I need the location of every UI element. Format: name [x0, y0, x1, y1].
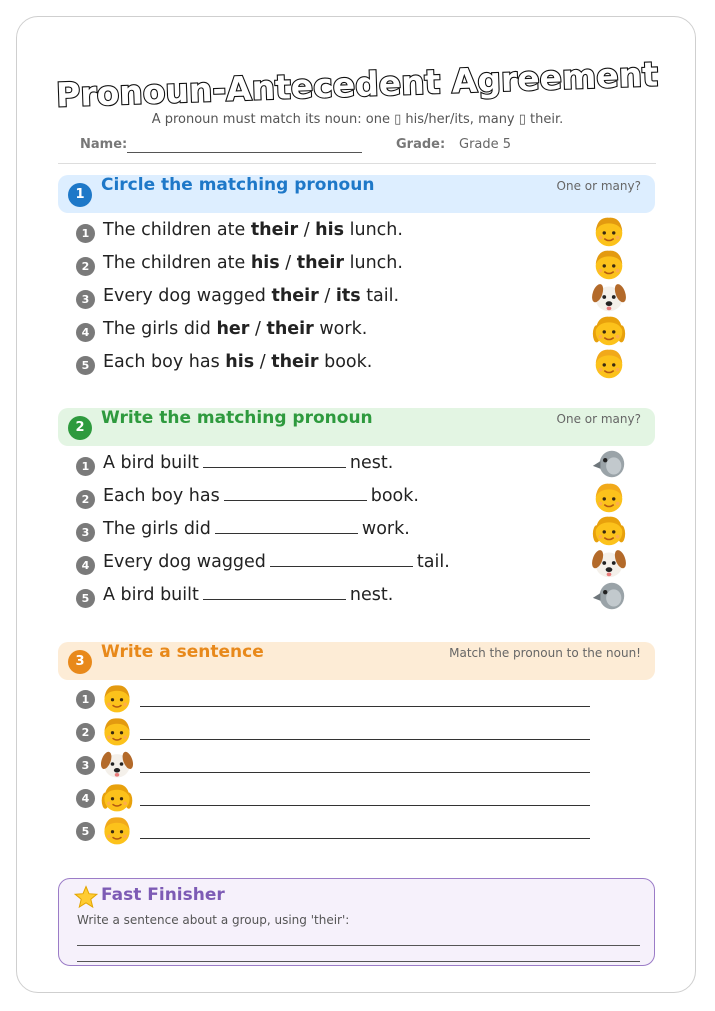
answer-line[interactable]	[140, 706, 590, 707]
section-number-badge: 1	[68, 183, 92, 207]
item-number: 3	[76, 290, 95, 309]
item-number: 4	[76, 556, 95, 575]
fast-finisher-title: Fast Finisher	[101, 885, 225, 905]
item-number: 2	[76, 723, 95, 742]
question-text: The girls did her / their work.	[103, 319, 368, 339]
pronoun-option[interactable]: his	[315, 220, 345, 240]
pronoun-option[interactable]: their	[250, 220, 299, 240]
star-icon	[74, 885, 98, 909]
item-number: 5	[76, 822, 95, 841]
section-hint: One or many?	[556, 412, 641, 426]
item-number: 1	[76, 457, 95, 476]
page-title-text: Pronoun-Antecedent Agreement	[55, 54, 659, 115]
section-3-header	[58, 642, 655, 680]
answer-blank[interactable]	[203, 453, 346, 468]
pronoun-option[interactable]: its	[335, 286, 361, 306]
item-number: 5	[76, 589, 95, 608]
item-number: 4	[76, 323, 95, 342]
pronoun-option[interactable]: their	[296, 253, 345, 273]
boy-face-icon	[590, 344, 628, 382]
answer-blank[interactable]	[215, 519, 358, 534]
answer-line[interactable]	[140, 805, 590, 806]
item-number: 1	[76, 224, 95, 243]
question-text: Each boy has book.	[103, 486, 419, 506]
answer-blank[interactable]	[270, 552, 413, 567]
section-hint: Match the pronoun to the noun!	[449, 646, 641, 660]
pronoun-option[interactable]: their	[271, 286, 319, 306]
section-title: Circle the matching pronoun	[101, 175, 375, 195]
question-text: A bird built nest.	[103, 453, 394, 473]
item-number: 5	[76, 356, 95, 375]
name-field[interactable]	[127, 152, 362, 153]
pronoun-option[interactable]: their	[271, 352, 319, 372]
item-number: 1	[76, 690, 95, 709]
section-number-badge: 2	[68, 416, 92, 440]
item-number: 3	[76, 756, 95, 775]
item-number: 2	[76, 490, 95, 509]
fast-finisher-box	[58, 878, 655, 966]
pronoun-option[interactable]: his	[225, 352, 255, 372]
answer-blank[interactable]	[224, 486, 367, 501]
question-text: The children ate his / their lunch.	[103, 253, 403, 273]
boy-face-icon	[99, 812, 135, 848]
item-number: 3	[76, 523, 95, 542]
answer-line[interactable]	[140, 838, 590, 839]
question-text: The girls did work.	[103, 519, 410, 539]
answer-line[interactable]	[140, 772, 590, 773]
child-face-icon	[99, 680, 135, 716]
item-number: 4	[76, 789, 95, 808]
section-hint: One or many?	[556, 179, 641, 193]
name-label: Name:	[80, 137, 128, 152]
pronoun-option[interactable]: her	[216, 319, 250, 339]
section-1-header	[58, 175, 655, 213]
grade-label: Grade:	[396, 137, 446, 152]
answer-line[interactable]	[77, 945, 640, 946]
question-text: A bird built nest.	[103, 585, 394, 605]
pronoun-option[interactable]: his	[250, 253, 280, 273]
question-text: Every dog wagged their / its tail.	[103, 286, 400, 306]
dog-face-icon	[99, 746, 135, 782]
section-number-badge: 3	[68, 650, 92, 674]
pronoun-option[interactable]: their	[266, 319, 314, 339]
answer-blank[interactable]	[203, 585, 346, 600]
section-2-header	[58, 408, 655, 446]
fast-finisher-prompt: Write a sentence about a group, using 'their':	[77, 913, 350, 927]
question-text: Every dog wagged tail.	[103, 552, 450, 572]
section-title: Write the matching pronoun	[101, 408, 373, 428]
girl-face-icon	[99, 779, 135, 815]
grade-value: Grade 5	[459, 137, 512, 152]
answer-line[interactable]	[77, 961, 640, 962]
question-text: The children ate their / his lunch.	[103, 220, 403, 240]
section-title: Write a sentence	[101, 642, 264, 662]
question-text: Each boy has his / their book.	[103, 352, 373, 372]
bird-icon	[590, 577, 628, 615]
item-number: 2	[76, 257, 95, 276]
answer-line[interactable]	[140, 739, 590, 740]
divider	[58, 163, 656, 164]
subtitle: A pronoun must match its noun: one ▯ his/her/its, many ▯ their.	[151, 112, 564, 127]
child-face-icon	[99, 713, 135, 749]
